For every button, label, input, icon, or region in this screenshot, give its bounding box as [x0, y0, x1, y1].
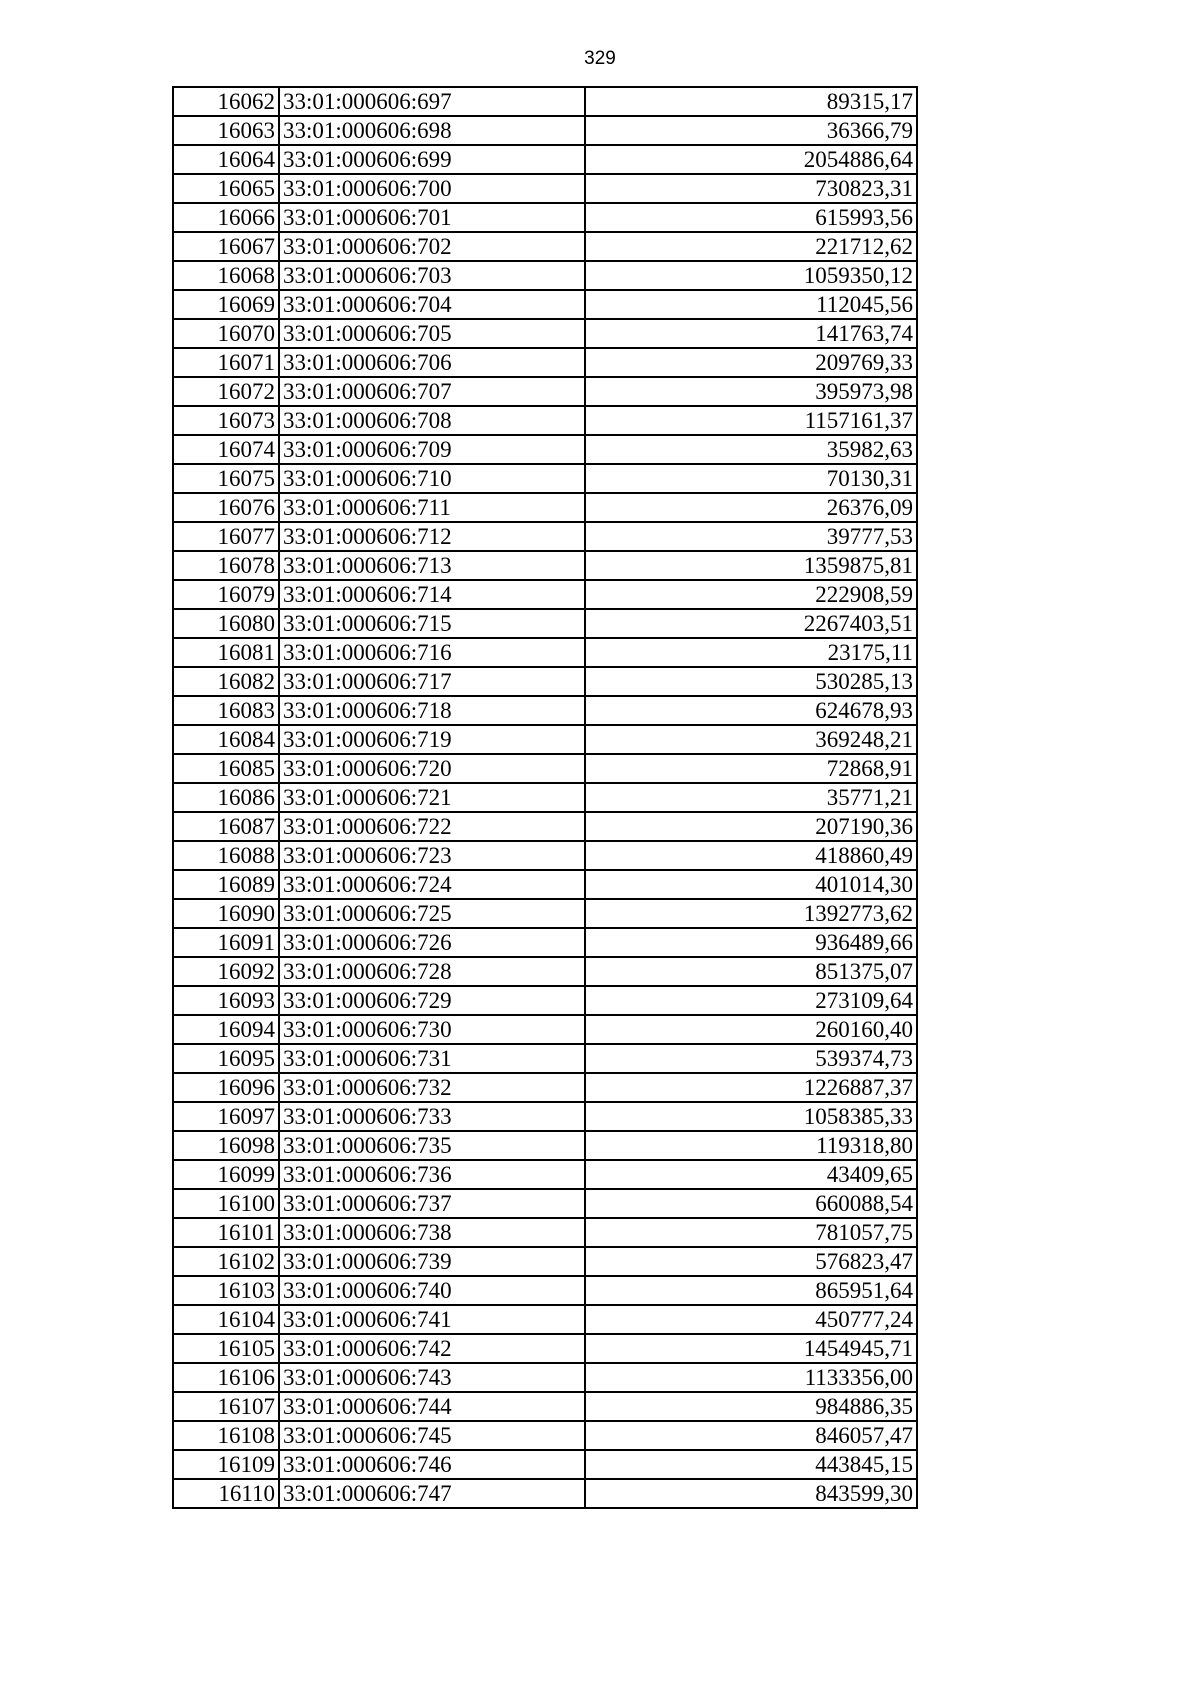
table-row [173, 348, 917, 377]
table-row [173, 1363, 917, 1392]
row-number-cell: 16087 [173, 812, 279, 841]
row-number-cell: 16084 [173, 725, 279, 754]
table-row [173, 377, 917, 406]
value-cell: 112045,56 [585, 290, 917, 319]
table-row [173, 1392, 917, 1421]
cadastral-number-cell: 33:01:000606:736 [279, 1160, 585, 1189]
value-cell: 23175,11 [585, 638, 917, 667]
cadastral-number-cell: 33:01:000606:744 [279, 1392, 585, 1421]
cadastral-number-cell: 33:01:000606:724 [279, 870, 585, 899]
row-number-cell: 16107 [173, 1392, 279, 1421]
table-row [173, 783, 917, 812]
row-number-cell: 16097 [173, 1102, 279, 1131]
table-row [173, 1334, 917, 1363]
row-number-cell: 16106 [173, 1363, 279, 1392]
table-row [173, 464, 917, 493]
row-number-cell: 16105 [173, 1334, 279, 1363]
row-number-cell: 16095 [173, 1044, 279, 1073]
value-cell: 624678,93 [585, 696, 917, 725]
table-row [173, 1160, 917, 1189]
table-row [173, 580, 917, 609]
table-row [173, 957, 917, 986]
row-number-cell: 16076 [173, 493, 279, 522]
table-row [173, 1189, 917, 1218]
cadastral-number-cell: 33:01:000606:700 [279, 174, 585, 203]
value-cell: 865951,64 [585, 1276, 917, 1305]
value-cell: 576823,47 [585, 1247, 917, 1276]
cadastral-number-cell: 33:01:000606:731 [279, 1044, 585, 1073]
row-number-cell: 16073 [173, 406, 279, 435]
table-body [173, 87, 917, 1508]
cadastral-number-cell: 33:01:000606:729 [279, 986, 585, 1015]
value-cell: 35982,63 [585, 435, 917, 464]
value-cell: 2054886,64 [585, 145, 917, 174]
table-row [173, 522, 917, 551]
table-row [173, 870, 917, 899]
value-cell: 89315,17 [585, 87, 917, 116]
value-cell: 1133356,00 [585, 1363, 917, 1392]
table-row [173, 1276, 917, 1305]
cadastral-number-cell: 33:01:000606:740 [279, 1276, 585, 1305]
value-cell: 222908,59 [585, 580, 917, 609]
table-row [173, 928, 917, 957]
cadastral-number-cell: 33:01:000606:719 [279, 725, 585, 754]
value-cell: 615993,56 [585, 203, 917, 232]
value-cell: 936489,66 [585, 928, 917, 957]
cadastral-number-cell: 33:01:000606:697 [279, 87, 585, 116]
value-cell: 35771,21 [585, 783, 917, 812]
value-cell: 72868,91 [585, 754, 917, 783]
cadastral-number-cell: 33:01:000606:722 [279, 812, 585, 841]
row-number-cell: 16102 [173, 1247, 279, 1276]
row-number-cell: 16100 [173, 1189, 279, 1218]
row-number-cell: 16074 [173, 435, 279, 464]
table-row [173, 116, 917, 145]
value-cell: 369248,21 [585, 725, 917, 754]
value-cell: 539374,73 [585, 1044, 917, 1073]
cadastral-number-cell: 33:01:000606:726 [279, 928, 585, 957]
row-number-cell: 16101 [173, 1218, 279, 1247]
table-row [173, 899, 917, 928]
table-row [173, 1218, 917, 1247]
cadastral-number-cell: 33:01:000606:735 [279, 1131, 585, 1160]
cadastral-number-cell: 33:01:000606:730 [279, 1015, 585, 1044]
value-cell: 1157161,37 [585, 406, 917, 435]
cadastral-number-cell: 33:01:000606:732 [279, 1073, 585, 1102]
table-row [173, 1102, 917, 1131]
value-cell: 660088,54 [585, 1189, 917, 1218]
cadastral-number-cell: 33:01:000606:739 [279, 1247, 585, 1276]
row-number-cell: 16098 [173, 1131, 279, 1160]
cadastral-value-table [172, 86, 918, 1509]
cadastral-number-cell: 33:01:000606:747 [279, 1479, 585, 1508]
table-row [173, 87, 917, 116]
value-cell: 530285,13 [585, 667, 917, 696]
table-row [173, 696, 917, 725]
row-number-cell: 16065 [173, 174, 279, 203]
row-number-cell: 16077 [173, 522, 279, 551]
row-number-cell: 16086 [173, 783, 279, 812]
cadastral-number-cell: 33:01:000606:710 [279, 464, 585, 493]
value-cell: 207190,36 [585, 812, 917, 841]
cadastral-number-cell: 33:01:000606:715 [279, 609, 585, 638]
value-cell: 450777,24 [585, 1305, 917, 1334]
cadastral-number-cell: 33:01:000606:723 [279, 841, 585, 870]
cadastral-number-cell: 33:01:000606:728 [279, 957, 585, 986]
table-row [173, 1450, 917, 1479]
cadastral-number-cell: 33:01:000606:709 [279, 435, 585, 464]
cadastral-number-cell: 33:01:000606:711 [279, 493, 585, 522]
row-number-cell: 16081 [173, 638, 279, 667]
value-cell: 1058385,33 [585, 1102, 917, 1131]
row-number-cell: 16080 [173, 609, 279, 638]
cadastral-number-cell: 33:01:000606:717 [279, 667, 585, 696]
row-number-cell: 16064 [173, 145, 279, 174]
value-cell: 70130,31 [585, 464, 917, 493]
value-cell: 851375,07 [585, 957, 917, 986]
cadastral-number-cell: 33:01:000606:708 [279, 406, 585, 435]
row-number-cell: 16071 [173, 348, 279, 377]
cadastral-number-cell: 33:01:000606:712 [279, 522, 585, 551]
table-row [173, 1305, 917, 1334]
table-row [173, 319, 917, 348]
row-number-cell: 16088 [173, 841, 279, 870]
cadastral-number-cell: 33:01:000606:741 [279, 1305, 585, 1334]
row-number-cell: 16096 [173, 1073, 279, 1102]
value-cell: 119318,80 [585, 1131, 917, 1160]
value-cell: 221712,62 [585, 232, 917, 261]
cadastral-number-cell: 33:01:000606:743 [279, 1363, 585, 1392]
table-row [173, 1247, 917, 1276]
row-number-cell: 16093 [173, 986, 279, 1015]
row-number-cell: 16063 [173, 116, 279, 145]
row-number-cell: 16109 [173, 1450, 279, 1479]
row-number-cell: 16092 [173, 957, 279, 986]
value-cell: 418860,49 [585, 841, 917, 870]
cadastral-number-cell: 33:01:000606:746 [279, 1450, 585, 1479]
table-row [173, 841, 917, 870]
table-row [173, 145, 917, 174]
value-cell: 260160,40 [585, 1015, 917, 1044]
table-row [173, 754, 917, 783]
page-number: 329 [584, 48, 616, 69]
cadastral-number-cell: 33:01:000606:725 [279, 899, 585, 928]
cadastral-number-cell: 33:01:000606:721 [279, 783, 585, 812]
cadastral-number-cell: 33:01:000606:698 [279, 116, 585, 145]
row-number-cell: 16068 [173, 261, 279, 290]
value-cell: 846057,47 [585, 1421, 917, 1450]
cadastral-number-cell: 33:01:000606:742 [279, 1334, 585, 1363]
value-cell: 36366,79 [585, 116, 917, 145]
row-number-cell: 16069 [173, 290, 279, 319]
value-cell: 26376,09 [585, 493, 917, 522]
row-number-cell: 16104 [173, 1305, 279, 1334]
row-number-cell: 16090 [173, 899, 279, 928]
cadastral-number-cell: 33:01:000606:737 [279, 1189, 585, 1218]
cadastral-number-cell: 33:01:000606:738 [279, 1218, 585, 1247]
row-number-cell: 16103 [173, 1276, 279, 1305]
cadastral-number-cell: 33:01:000606:699 [279, 145, 585, 174]
cadastral-number-cell: 33:01:000606:701 [279, 203, 585, 232]
table-row [173, 290, 917, 319]
row-number-cell: 16066 [173, 203, 279, 232]
value-cell: 1059350,12 [585, 261, 917, 290]
row-number-cell: 16082 [173, 667, 279, 696]
value-cell: 39777,53 [585, 522, 917, 551]
row-number-cell: 16094 [173, 1015, 279, 1044]
cadastral-number-cell: 33:01:000606:714 [279, 580, 585, 609]
row-number-cell: 16091 [173, 928, 279, 957]
value-cell: 2267403,51 [585, 609, 917, 638]
cadastral-number-cell: 33:01:000606:707 [279, 377, 585, 406]
table-row [173, 1131, 917, 1160]
table-row [173, 1479, 917, 1508]
row-number-cell: 16108 [173, 1421, 279, 1450]
table-row [173, 812, 917, 841]
row-number-cell: 16067 [173, 232, 279, 261]
row-number-cell: 16085 [173, 754, 279, 783]
cadastral-number-cell: 33:01:000606:720 [279, 754, 585, 783]
cadastral-number-cell: 33:01:000606:705 [279, 319, 585, 348]
row-number-cell: 16089 [173, 870, 279, 899]
value-cell: 984886,35 [585, 1392, 917, 1421]
table-row [173, 1015, 917, 1044]
value-cell: 1359875,81 [585, 551, 917, 580]
table-row [173, 725, 917, 754]
table-row [173, 261, 917, 290]
table-row [173, 638, 917, 667]
cadastral-number-cell: 33:01:000606:702 [279, 232, 585, 261]
value-cell: 843599,30 [585, 1479, 917, 1508]
table-row [173, 203, 917, 232]
cadastral-number-cell: 33:01:000606:706 [279, 348, 585, 377]
table-row [173, 232, 917, 261]
table-row [173, 493, 917, 522]
row-number-cell: 16078 [173, 551, 279, 580]
row-number-cell: 16099 [173, 1160, 279, 1189]
value-cell: 730823,31 [585, 174, 917, 203]
value-cell: 209769,33 [585, 348, 917, 377]
cadastral-number-cell: 33:01:000606:703 [279, 261, 585, 290]
value-cell: 43409,65 [585, 1160, 917, 1189]
table-row [173, 551, 917, 580]
value-cell: 443845,15 [585, 1450, 917, 1479]
value-cell: 395973,98 [585, 377, 917, 406]
row-number-cell: 16072 [173, 377, 279, 406]
table-row [173, 609, 917, 638]
table-row [173, 1073, 917, 1102]
cadastral-number-cell: 33:01:000606:745 [279, 1421, 585, 1450]
cadastral-number-cell: 33:01:000606:718 [279, 696, 585, 725]
cadastral-number-cell: 33:01:000606:704 [279, 290, 585, 319]
row-number-cell: 16110 [173, 1479, 279, 1508]
cadastral-number-cell: 33:01:000606:716 [279, 638, 585, 667]
row-number-cell: 16070 [173, 319, 279, 348]
value-cell: 1226887,37 [585, 1073, 917, 1102]
table-row [173, 406, 917, 435]
value-cell: 1454945,71 [585, 1334, 917, 1363]
row-number-cell: 16062 [173, 87, 279, 116]
cadastral-number-cell: 33:01:000606:733 [279, 1102, 585, 1131]
table-row [173, 986, 917, 1015]
value-cell: 273109,64 [585, 986, 917, 1015]
cadastral-number-cell: 33:01:000606:713 [279, 551, 585, 580]
row-number-cell: 16075 [173, 464, 279, 493]
value-cell: 781057,75 [585, 1218, 917, 1247]
value-cell: 401014,30 [585, 870, 917, 899]
table-row [173, 1044, 917, 1073]
row-number-cell: 16083 [173, 696, 279, 725]
table-row [173, 174, 917, 203]
row-number-cell: 16079 [173, 580, 279, 609]
table-row [173, 435, 917, 464]
value-cell: 141763,74 [585, 319, 917, 348]
table-row [173, 667, 917, 696]
value-cell: 1392773,62 [585, 899, 917, 928]
table-row [173, 1421, 917, 1450]
